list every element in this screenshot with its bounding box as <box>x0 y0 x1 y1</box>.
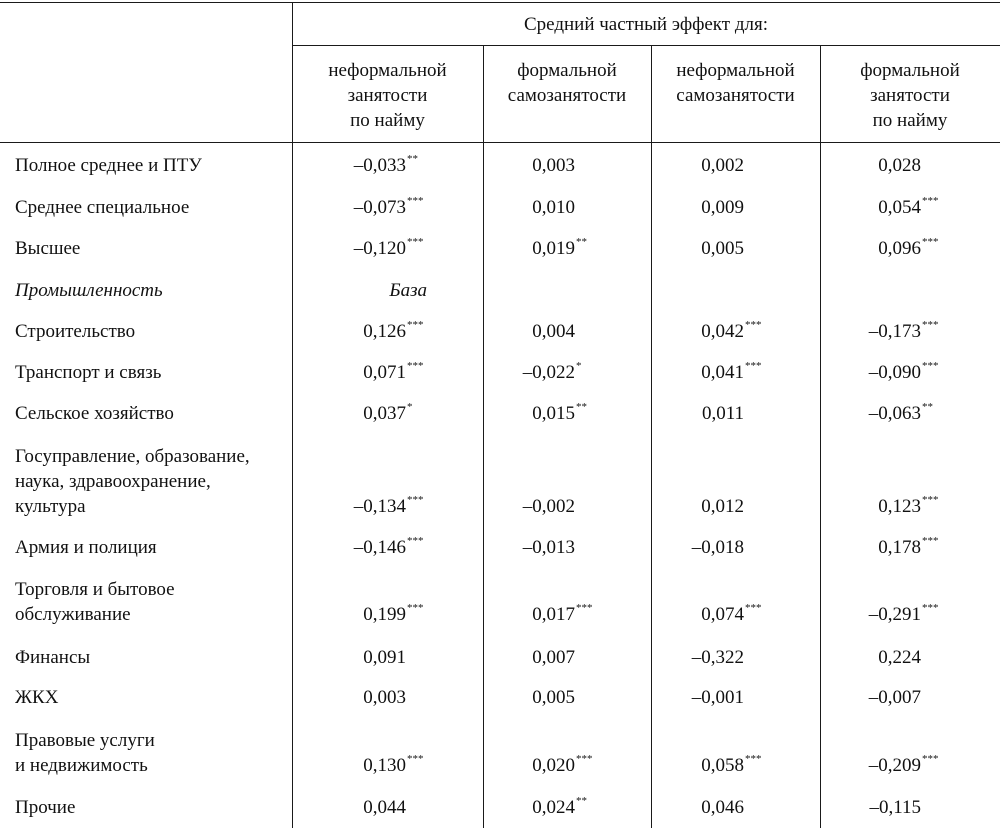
base-category-marker: База <box>389 280 427 301</box>
significance-stars: *** <box>407 319 424 331</box>
cell-value: –0,291 <box>868 604 921 625</box>
cell-value: 0,046 <box>701 797 744 818</box>
cell-value: 0,071 <box>363 362 406 383</box>
row-label <box>15 360 161 385</box>
row-label-line: Торговля и бытовое <box>15 579 175 600</box>
table-cell <box>720 494 944 522</box>
row-label-line: Сельское хозяйство <box>15 403 174 424</box>
row-label-line: Армия и полиция <box>15 537 157 558</box>
table-top-border <box>0 2 1000 3</box>
cell-value: 0,005 <box>701 238 744 259</box>
column-header-line: неформальной <box>328 60 447 81</box>
cell-value: 0,126 <box>363 321 406 342</box>
significance-stars: * <box>407 401 413 413</box>
cell-value: 0,015 <box>532 403 575 424</box>
cell-value: –0,063 <box>868 403 921 424</box>
cell-value: –0,209 <box>868 755 921 776</box>
significance-stars: *** <box>407 494 424 506</box>
table-cell <box>720 153 944 178</box>
table-cell <box>720 795 944 820</box>
table-cell <box>720 535 944 563</box>
cell-value: 0,028 <box>878 155 921 176</box>
column-header-formal-wage <box>820 58 1000 133</box>
row-label-line: Высшее <box>15 238 81 259</box>
significance-stars: ** <box>576 401 587 413</box>
table-cell <box>720 319 944 347</box>
row-label-line: Правовые услуги <box>15 730 155 751</box>
column-header-informal-wage <box>292 58 483 133</box>
significance-stars: *** <box>576 753 593 765</box>
significance-stars: ** <box>576 236 587 248</box>
column-header-line: формальной <box>860 60 960 81</box>
significance-stars: *** <box>922 195 939 207</box>
significance-stars: * <box>576 360 582 372</box>
cell-value: –0,322 <box>691 647 744 668</box>
row-label <box>15 236 80 261</box>
significance-stars: *** <box>407 360 424 372</box>
cell-value: 0,011 <box>701 403 744 424</box>
significance-stars: *** <box>407 753 424 765</box>
cell-value: 0,010 <box>532 197 575 218</box>
significance-stars: *** <box>407 236 424 248</box>
cell-value: 0,020 <box>532 755 575 776</box>
row-label <box>15 535 157 560</box>
cell-value: –0,002 <box>522 496 575 517</box>
significance-stars: *** <box>407 535 424 547</box>
row-label-line: культура <box>15 496 86 517</box>
cell-value: 0,096 <box>878 238 921 259</box>
cell-value: 0,003 <box>363 687 406 708</box>
significance-stars: ** <box>922 401 933 413</box>
table-cell <box>720 401 944 429</box>
row-label-line: наука, здравоохранение, <box>15 471 211 492</box>
row-label-line: Строительство <box>15 321 136 342</box>
significance-stars: *** <box>922 319 939 331</box>
significance-stars: *** <box>576 602 593 614</box>
cell-value: –0,001 <box>691 687 744 708</box>
cell-value: 0,037 <box>363 403 406 424</box>
row-label <box>15 645 90 670</box>
row-label <box>15 153 202 178</box>
table-cell <box>720 195 944 223</box>
cell-value: –0,022 <box>522 362 575 383</box>
column-header-line: неформальной <box>676 60 795 81</box>
significance-stars: *** <box>922 602 939 614</box>
table-cell <box>720 236 944 264</box>
cell-value: 0,005 <box>532 687 575 708</box>
row-label <box>15 195 189 220</box>
significance-stars: *** <box>407 602 424 614</box>
row-label-line: Прочие <box>15 797 76 818</box>
cell-value: 0,224 <box>878 647 921 668</box>
cell-value: 0,058 <box>701 755 744 776</box>
significance-stars: *** <box>745 360 762 372</box>
table-cell <box>720 360 944 388</box>
column-header-line: формальной <box>517 60 617 81</box>
row-label <box>15 278 163 303</box>
column-header-line: самозанятости <box>507 85 627 106</box>
cell-value: 0,019 <box>532 238 575 259</box>
column-header-line: самозанятости <box>676 85 795 106</box>
column-header-line: занятости <box>347 85 428 106</box>
cell-value: –0,018 <box>691 537 744 558</box>
cell-value: –0,073 <box>353 197 406 218</box>
cell-value: 0,004 <box>532 321 575 342</box>
cell-value: –0,007 <box>868 687 921 708</box>
column-header-informal-self <box>651 58 820 108</box>
column-header-line: по найму <box>350 110 425 131</box>
row-label <box>15 401 174 426</box>
cell-value: 0,130 <box>363 755 406 776</box>
cell-value: 0,042 <box>701 321 744 342</box>
row-label-line: ЖКХ <box>15 687 59 708</box>
row-label <box>15 728 155 778</box>
cell-value: –0,115 <box>869 797 921 818</box>
column-header-line: по найму <box>872 110 948 131</box>
cell-value: –0,134 <box>353 496 406 517</box>
row-label-line: обслуживание <box>15 604 131 625</box>
significance-stars: ** <box>407 153 418 165</box>
table-cell <box>720 753 944 781</box>
cell-value: 0,017 <box>532 604 575 625</box>
cell-value: 0,178 <box>878 537 921 558</box>
significance-stars: ** <box>576 795 587 807</box>
cell-value: 0,003 <box>532 155 575 176</box>
group-header-rule <box>292 45 1000 46</box>
row-label-line: и недвижимость <box>15 755 148 776</box>
table-cell <box>720 645 944 670</box>
row-label-line: Полное среднее и ПТУ <box>15 155 202 176</box>
cell-value: 0,054 <box>878 197 921 218</box>
cell-value: –0,013 <box>522 537 575 558</box>
cell-value: –0,033 <box>353 155 406 176</box>
cell-value: 0,123 <box>878 496 921 517</box>
row-label-line: Транспорт и связь <box>15 362 162 383</box>
significance-stars: *** <box>745 753 762 765</box>
cell-value: 0,044 <box>363 797 406 818</box>
cell-value: –0,090 <box>868 362 921 383</box>
cell-value: 0,012 <box>701 496 744 517</box>
table-cell <box>720 602 944 630</box>
significance-stars: *** <box>745 602 762 614</box>
row-label-line: Финансы <box>15 647 91 668</box>
row-label <box>15 319 135 344</box>
significance-stars: *** <box>745 319 762 331</box>
row-label-line: Госуправление, образование, <box>15 446 250 467</box>
header-bottom-border <box>0 142 1000 143</box>
row-label-line: Промышленность <box>15 280 163 301</box>
cell-value: 0,024 <box>532 797 575 818</box>
cell-value: 0,009 <box>701 197 744 218</box>
cell-value: –0,146 <box>353 537 406 558</box>
cell-value: 0,007 <box>532 647 575 668</box>
cell-value: 0,074 <box>701 604 744 625</box>
cell-value: 0,002 <box>701 155 744 176</box>
significance-stars: *** <box>922 535 939 547</box>
column-header-line: занятости <box>870 85 950 106</box>
row-label <box>15 685 58 710</box>
table-cell <box>720 685 944 710</box>
significance-stars: *** <box>922 494 939 506</box>
significance-stars: *** <box>922 753 939 765</box>
cell-value: –0,173 <box>868 321 921 342</box>
column-header-formal-self <box>483 58 651 108</box>
significance-stars: *** <box>922 360 939 372</box>
cell-value: 0,091 <box>363 647 406 668</box>
cell-value: 0,199 <box>363 604 406 625</box>
row-label-line: Среднее специальное <box>15 197 190 218</box>
row-label <box>15 577 175 627</box>
cell-value: –0,120 <box>353 238 406 259</box>
significance-stars: *** <box>407 195 424 207</box>
cell-value: 0,041 <box>701 362 744 383</box>
group-header-title: Средний частный эффект для: <box>523 14 769 35</box>
significance-stars: *** <box>922 236 939 248</box>
row-label <box>15 795 75 820</box>
